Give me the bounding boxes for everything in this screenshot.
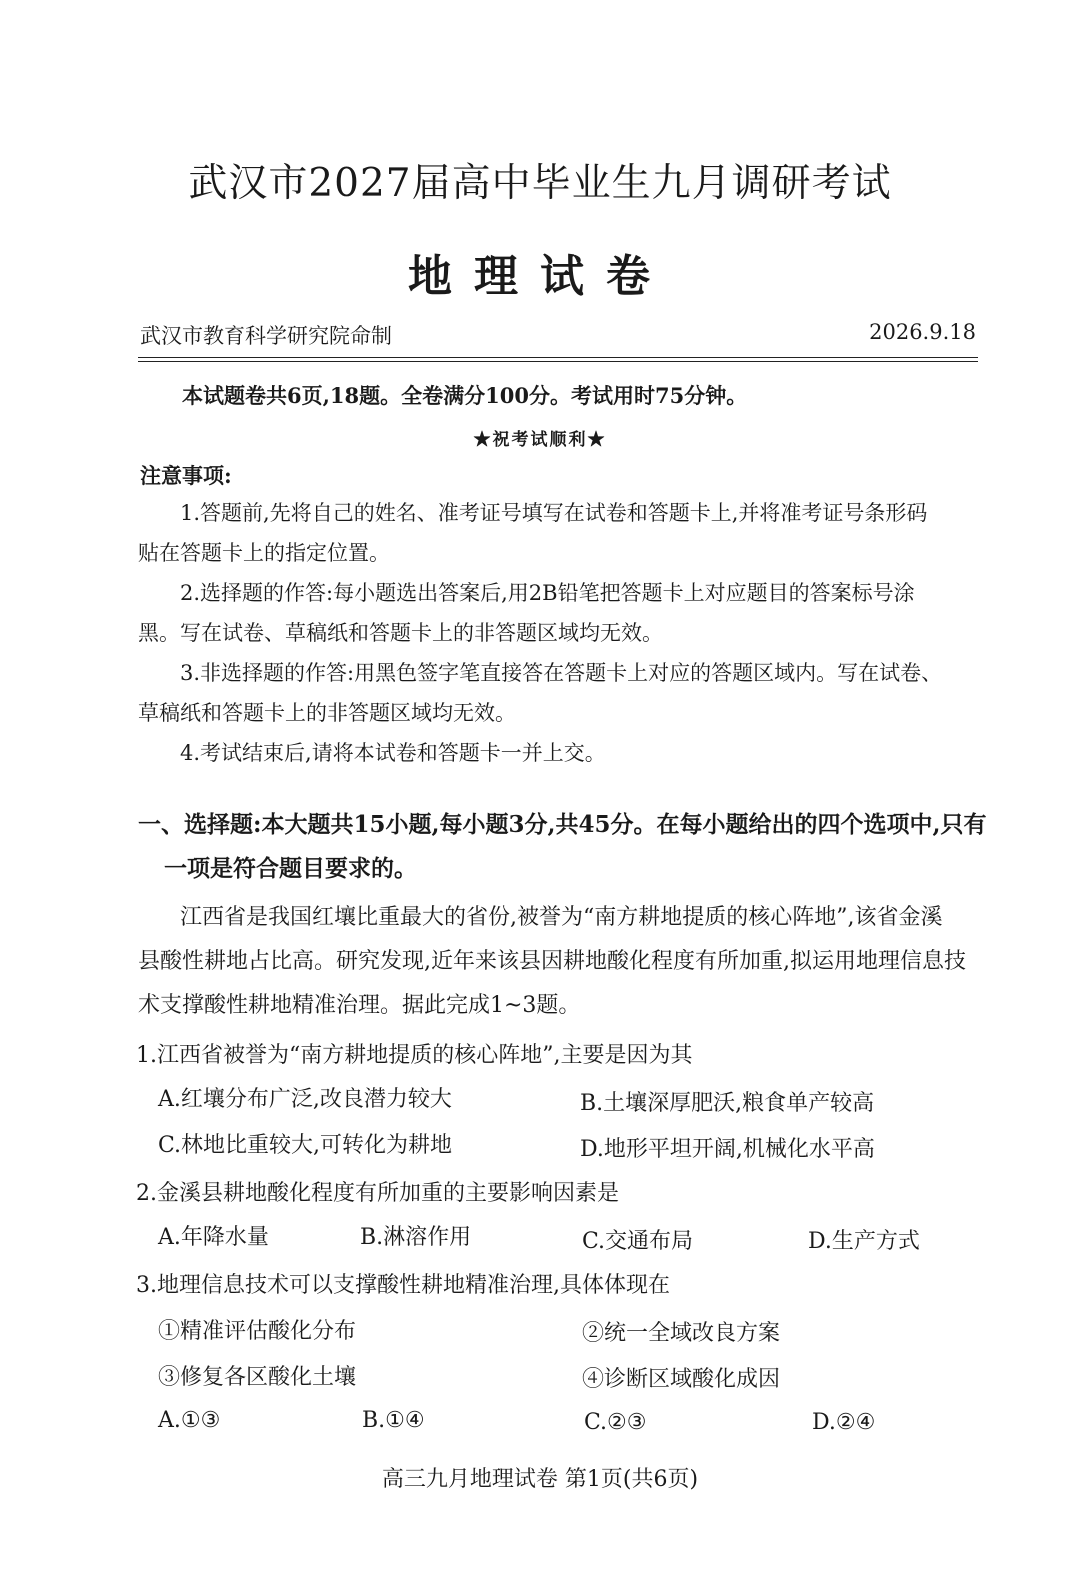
divider-line <box>138 357 978 358</box>
notice-line: 3.非选择题的作答:用黑色签字笔直接答在答题卡上对应的答题区域内。写在试卷、 <box>180 661 943 685</box>
option-b: B.淋溶作用 <box>360 1225 472 1250</box>
statement-item: ②统一全域改良方案 <box>582 1321 781 1346</box>
option-c: C.林地比重较大,可转化为耕地 <box>158 1133 453 1158</box>
option-b: B.土壤深厚肥沃,粮食单产较高 <box>580 1091 875 1116</box>
option-a: A.年降水量 <box>158 1225 269 1250</box>
option-a: A.红壤分布广泛,改良潜力较大 <box>158 1087 452 1112</box>
publisher: 武汉市教育科学研究院命制 <box>140 324 392 348</box>
option-d: D.地形平坦开阔,机械化水平高 <box>580 1137 875 1162</box>
option-a: A.①③ <box>158 1408 221 1433</box>
notice-line: 1.答题前,先将自己的姓名、准考证号填写在试卷和答题卡上,并将准考证号条形码 <box>180 501 928 525</box>
statement-item: ④诊断区域酸化成因 <box>582 1367 781 1392</box>
question-stem: 3.地理信息技术可以支撑酸性耕地精准治理,具体体现在 <box>136 1273 670 1298</box>
notice-line: 4.考试结束后,请将本试卷和答题卡一并上交。 <box>180 741 606 765</box>
notice-line: 草稿纸和答题卡上的非答题区域均无效。 <box>138 701 516 725</box>
subject-title: 地理试卷 <box>408 251 672 302</box>
option-d: D.②④ <box>812 1410 876 1435</box>
notice-heading: 注意事项: <box>140 463 232 488</box>
statement-item: ③修复各区酸化土壤 <box>158 1365 357 1390</box>
exam-title: 武汉市2027届高中毕业生九月调研考试 <box>188 161 892 206</box>
passage-line: 江西省是我国红壤比重最大的省份,被誉为“南方耕地提质的核心阵地”,该省金溪 <box>180 905 943 930</box>
option-d: D.生产方式 <box>808 1229 920 1254</box>
info-row <box>140 320 976 350</box>
statement-item: ①精准评估酸化分布 <box>158 1319 357 1344</box>
page-footer: 高三九月地理试卷 第1页(共6页) <box>381 1467 699 1492</box>
notice-line: 贴在答题卡上的指定位置。 <box>138 541 390 565</box>
section-heading: 一、选择题:本大题共15小题,每小题3分,共45分。在每小题给出的四个选项中,只有 <box>138 811 987 838</box>
option-c: C.②③ <box>584 1410 647 1435</box>
passage-line: 县酸性耕地占比高。研究发现,近年来该县因耕地酸化程度有所加重,拟运用地理信息技 <box>138 949 966 974</box>
section-heading-cont: 一项是符合题目要求的。 <box>164 855 417 882</box>
exam-date: 2026.9.18 <box>869 320 976 344</box>
notice-line: 黑。写在试卷、草稿纸和答题卡上的非答题区域均无效。 <box>138 621 663 645</box>
notice-line: 2.选择题的作答:每小题选出答案后,用2B铅笔把答题卡上对应题目的答案标号涂 <box>180 581 915 605</box>
passage-line: 术支撑酸性耕地精准治理。据此完成1~3题。 <box>138 993 581 1018</box>
good-luck-text: ★祝考试顺利★ <box>473 430 607 450</box>
option-b: B.①④ <box>362 1408 425 1433</box>
exam-intro: 本试题卷共6页,18题。全卷满分100分。考试用时75分钟。 <box>182 383 748 408</box>
option-c: C.交通布局 <box>582 1229 694 1254</box>
question-stem: 2.金溪县耕地酸化程度有所加重的主要影响因素是 <box>136 1181 619 1206</box>
question-stem: 1.江西省被誉为“南方耕地提质的核心阵地”,主要是因为其 <box>136 1043 693 1068</box>
divider-line <box>138 361 978 362</box>
